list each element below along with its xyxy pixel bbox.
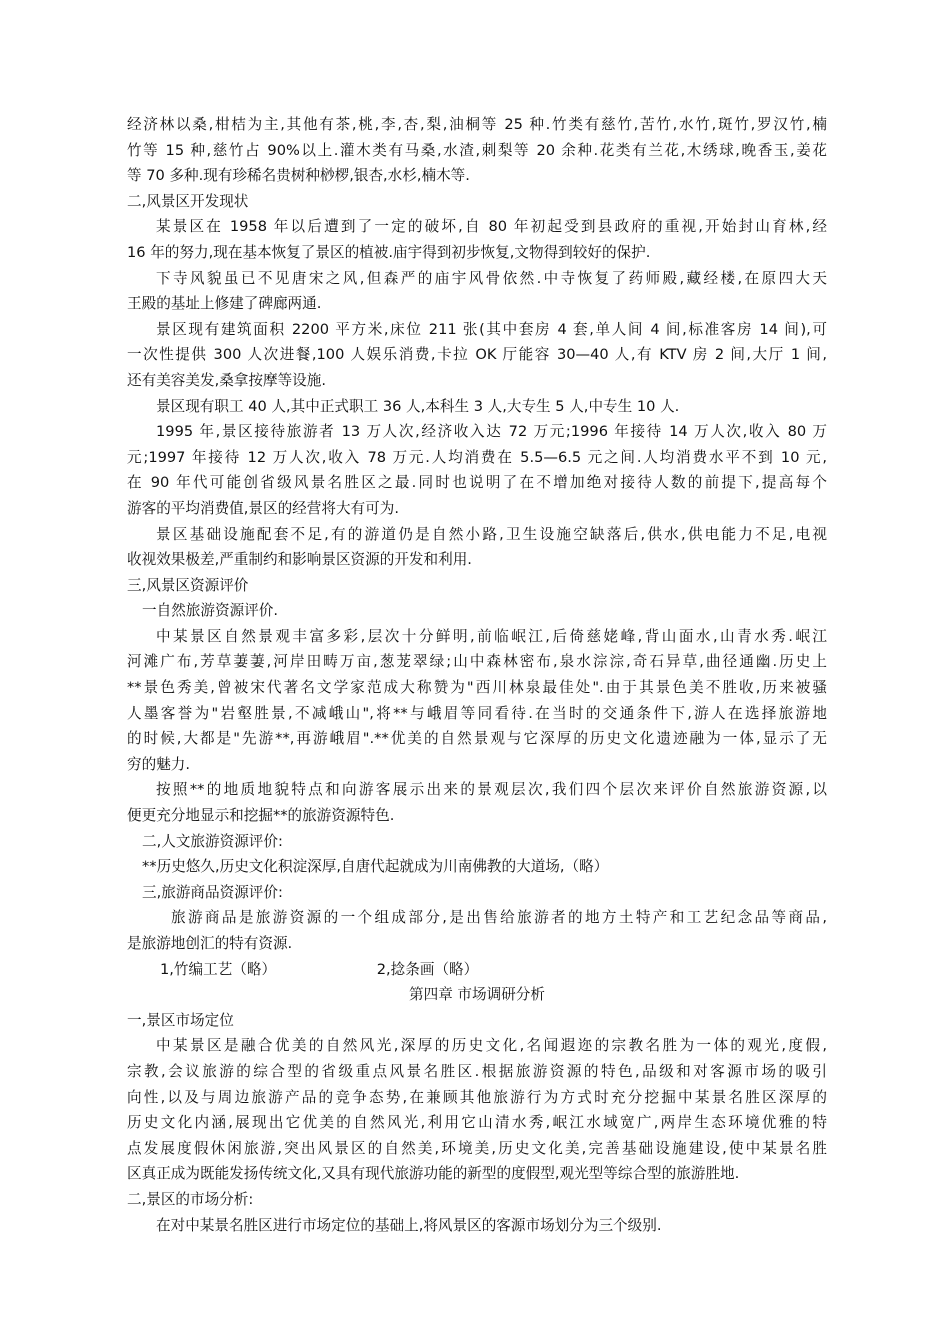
text-line: 区真正成为既能发扬传统文化,又具有现代旅游功能的新型的度假型,观光型等综合型的旅游胜地. (127, 1165, 740, 1183)
section-heading: 三,风景区资源评价 (127, 576, 249, 594)
section-heading: 二,风景区开发现状 (127, 192, 249, 210)
text-line: 中某景区自然景观丰富多彩,层次十分鲜明,前临岷江,后倚慈姥峰,背山面水,山青水秀.岷江 (156, 627, 827, 645)
text-line: 是旅游地创汇的特有资源. (127, 935, 293, 952)
text-line: 便更充分地显示和挖掘**的旅游资源特色. (127, 807, 395, 825)
craft-item-twist-painting: 2,捻条画（略） (376, 960, 479, 978)
text-line: 王殿的基址上修建了碑廊两通. (127, 295, 322, 313)
text-line: 点发展度假休闲旅游,突出风景区的自然美,环境美,历史文化美,完善基础设施建设,使中某景名胜 (127, 1139, 827, 1157)
text-line: 元;1997 年接待 12 万人次,收入 78 万元.人均消费在 5.5—6.5 元之间.人均消费水平不到 10 元, (127, 448, 827, 466)
text-line: 宗教,会议旅游的综合型的省级重点风景名胜区.根据旅游资源的特色,品级和对客源市场的吸引 (127, 1062, 827, 1080)
section-heading: 一,景区市场定位 (127, 1011, 234, 1029)
subsection-heading: 二,人文旅游资源评价: (142, 832, 283, 850)
text-line: 河滩广布,芳草萋萋,河岸田畴万亩,葱茏翠绿;山中森林密布,泉水淙淙,奇石异草,曲径通幽.历史上 (127, 653, 827, 671)
text-line: 一次性提供 300 人次进餐,100 人娱乐消费,卡拉 OK 厅能容 30—40 人,有 KTV 房 2 间,大厅 1 间, (127, 346, 827, 364)
section-heading: 二,景区的市场分析: (127, 1190, 254, 1208)
text-line: 等 70 多种.现有珍稀名贵树种桫椤,银杏,水杉,楠木等. (127, 167, 470, 185)
text-line: 按照**的地质地貌特点和向游客展示出来的景观层次,我们四个层次来评价自然旅游资源,以 (156, 781, 827, 799)
text-line: 景区基础设施配套不足,有的游道仍是自然小路,卫生设施空缺落后,供水,供电能力不足,电视 (156, 525, 827, 543)
subsection-heading: 三,旅游商品资源评价: (142, 883, 283, 901)
text-line: 还有美容美发,桑拿按摩等设施. (127, 371, 326, 389)
text-line: **历史悠久,历史文化积淀深厚,自唐代起就成为川南佛教的大道场,（略） (142, 858, 609, 876)
text-line: 历史文化内涵,展现出它优美的自然风光,利用它山清水秀,岷江水域宽广,两岸生态环境优雅的特 (127, 1114, 827, 1132)
text-line: 竹等 15 种,慈竹占 90%以上.灌木类有马桑,水渣,刺梨等 20 余种.花类有兰花,木绣球,晚香玉,姜花 (127, 141, 827, 159)
text-line: 1995 年,景区接待旅游者 13 万人次,经济收入达 72 万元;1996 年接待 14 万人次,收入 80 万 (156, 423, 827, 441)
document-body (127, 112, 827, 1238)
text-line: 景区现有建筑面积 2200 平方米,床位 211 张(其中套房 4 套,单人间 4 间,标准客房 14 间),可 (156, 320, 827, 338)
text-line: 人墨客誉为"岩壑胜景,不减峨山",将**与峨眉等同看待.在当时的交通条件下,游人在选择旅游地 (127, 704, 827, 722)
craft-item-bamboo: 1,竹编工艺（略） (160, 960, 277, 978)
text-line: 某景区在 1958 年以后遭到了一定的破坏,自 80 年初起受到县政府的重视,开始封山育林,经 (156, 218, 827, 236)
text-line: 下寺风貌虽已不见唐宋之风,但森严的庙宇风骨依然.中寺恢复了药师殿,藏经楼,在原四大天 (156, 269, 827, 287)
text-line: **景色秀美,曾被宋代著名文学家范成大称赞为"西川林泉最佳处".由于其景色美不胜收,历来被骚 (127, 679, 827, 697)
chapter-title: 第四章 市场调研分析 (409, 986, 545, 1004)
text-line: 景区现有职工 40 人,其中正式职工 36 人,本科生 3 人,大专生 5 人,中专生 10 人. (156, 397, 680, 415)
text-line: 在对中某景名胜区进行市场定位的基础上,将风景区的客源市场划分为三个级别. (156, 1216, 662, 1234)
crafts-line (127, 957, 827, 983)
subsection-heading: 一自然旅游资源评价. (142, 602, 278, 620)
text-line: 16 年的努力,现在基本恢复了景区的植被.庙宇得到初步恢复,文物得到较好的保护. (127, 243, 651, 261)
text-line: 收视效果极差,严重制约和影响景区资源的开发和利用. (127, 551, 472, 569)
text-line: 中某景区是融合优美的自然风光,深厚的历史文化,名闻遐迩的宗教名胜为一体的观光,度假, (156, 1037, 827, 1055)
text-line: 的时候,大都是"先游**,再游峨眉".**优美的自然景观与它深厚的历史文化遗迹融为一体,显示了无 (127, 730, 827, 748)
text-line: 在 90 年代可能创省级风景名胜区之最.同时也说明了在不增加绝对接待人数的前提下,提高每个 (127, 474, 827, 492)
text-line: 游客的平均消费值,景区的经营将大有可为. (127, 499, 399, 517)
text-line: 旅游商品是旅游资源的一个组成部分,是出售给旅游者的地方土特产和工艺纪念品等商品, (171, 909, 827, 927)
text-line: 穷的魅力. (127, 755, 191, 773)
text-line: 经济林以桑,柑桔为主,其他有茶,桃,李,杏,梨,油桐等 25 种.竹类有慈竹,苦竹,水竹,斑竹,罗汉竹,楠 (127, 116, 827, 133)
text-line: 向性,以及与周边旅游产品的竞争态势,在兼顾其他旅游行为方式时充分挖掘中某景名胜区深厚的 (127, 1088, 827, 1106)
